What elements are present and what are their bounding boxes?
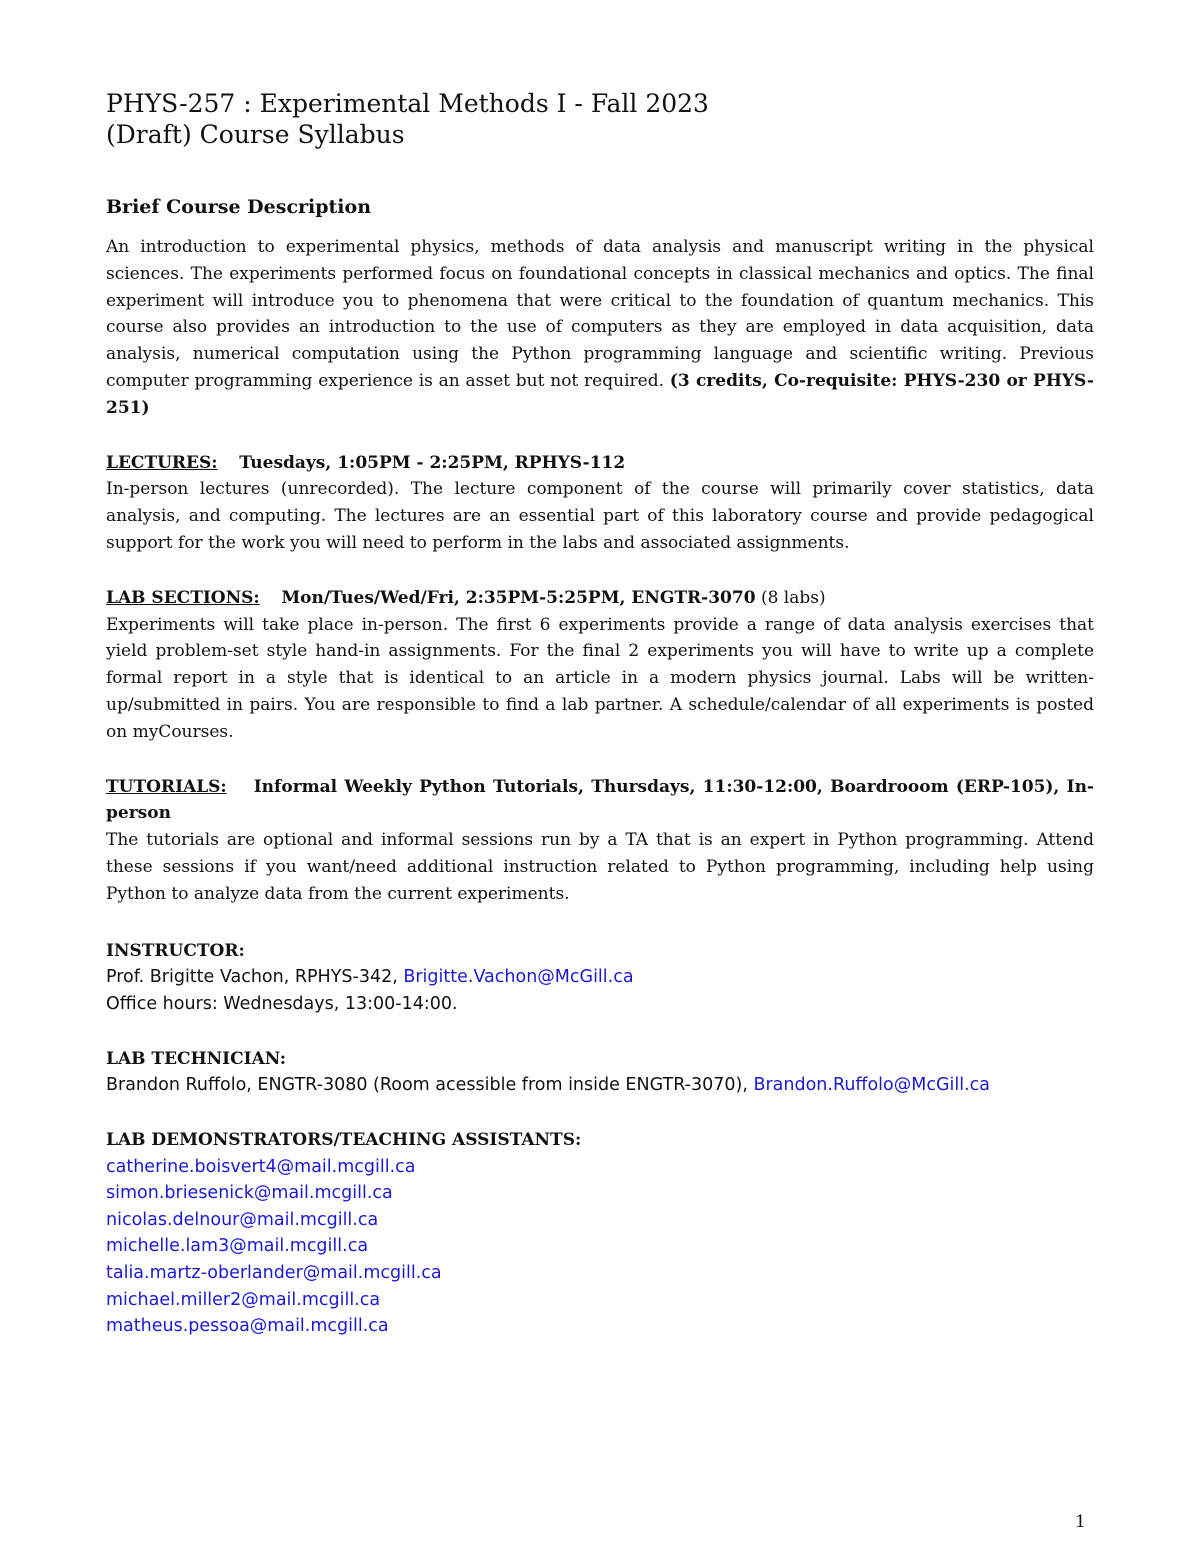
instructor-name: Prof. Brigitte Vachon, RPHYS-342, <box>106 967 404 988</box>
lectures-label: LECTURES: <box>106 452 218 473</box>
description-text: An introduction to experimental physics, methods of data analysis and manuscript writing in the physical sciences. The experiments performed focus on foundational concepts in classical mechanics and optics. The final experiment will introduce you to phenomena that were critical to the foundation of quantum mechanics. This course also provides an introduction to the use of computers as they are employed in data acquisition, data analysis, numerical computation using the Python programming language and scientific writing. Previous computer programming experience is an asset but not required. (3 credits, Co-requisite: PHYS-230 or PHYS-251) <box>106 237 1094 418</box>
lectures-header <box>106 450 1094 477</box>
office-hours: Office hours: Wednesdays, 13:00-14:00. <box>106 993 458 1014</box>
title-line-2: (Draft) Course Syllabus <box>106 120 405 149</box>
description-section <box>106 194 1094 422</box>
lab-technician-email-link[interactable]: Brandon.Ruffolo@McGill.ca <box>753 1075 991 1096</box>
tutorials-text: The tutorials are optional and informal sessions run by a TA that is an expert in Python programming. Attend these sessions if you want/need additional instruction related to Python programming, including help using Python to analyze data from the current experiments. <box>106 830 1094 904</box>
instructor-line <box>106 964 1094 991</box>
tutorials-details: Informal Weekly Python Tutorials, Thursdays, 11:30-12:00, Boardrooom (ERP-105), In-person <box>106 776 1094 824</box>
instructor-email-link[interactable]: Brigitte.Vachon@McGill.ca <box>403 967 634 988</box>
lab-sections-count: (8 labs) <box>760 587 826 608</box>
ta-email-link[interactable]: simon.briesenick@mail.mcgill.ca <box>106 1183 393 1204</box>
page-number: 1 <box>1075 1512 1086 1532</box>
instructor-section <box>106 938 1094 1018</box>
syllabus-page <box>106 88 1094 1340</box>
lab-sections-section <box>106 585 1094 746</box>
lab-technician-section <box>106 1046 1094 1099</box>
ta-email-link[interactable]: michelle.lam3@mail.mcgill.ca <box>106 1236 369 1257</box>
tutorials-header <box>106 774 1094 828</box>
ta-email-link[interactable]: michael.miller2@mail.mcgill.ca <box>106 1289 381 1310</box>
lab-sections-header <box>106 585 1094 612</box>
title-line-1: PHYS-257 : Experimental Methods I - Fall 2023 <box>106 89 709 118</box>
description-heading: Brief Course Description <box>106 196 372 218</box>
ta-email-list <box>106 1154 1094 1340</box>
lab-sections-label: LAB SECTIONS: <box>106 587 260 608</box>
instructor-heading: INSTRUCTOR: <box>106 940 245 961</box>
ta-email-link[interactable]: talia.martz-oberlander@mail.mcgill.ca <box>106 1263 442 1284</box>
tutorials-section <box>106 774 1094 908</box>
teaching-assistants-section <box>106 1127 1094 1340</box>
ta-email-link[interactable]: nicolas.delnour@mail.mcgill.ca <box>106 1209 379 1230</box>
ta-email-link[interactable]: catherine.boisvert4@mail.mcgill.ca <box>106 1156 416 1177</box>
lab-technician-heading: LAB TECHNICIAN: <box>106 1048 287 1069</box>
lab-technician-name: Brandon Ruffolo, ENGTR-3080 (Room acessible from inside ENGTR-3070), <box>106 1075 754 1096</box>
lectures-text: In-person lectures (unrecorded). The lecture component of the course will primarily cover statistics, data analysis, and computing. The lectures are an essential part of this laboratory course and provide pedagogical support for the work you will need to perform in the labs and associated assignments. <box>106 479 1094 553</box>
teaching-assistants-heading: LAB DEMONSTRATORS/TEACHING ASSISTANTS: <box>106 1129 582 1150</box>
tutorials-label: TUTORIALS: <box>106 776 227 797</box>
course-title <box>106 88 1094 150</box>
credits-note: (3 credits, Co-requisite: PHYS-230 or PHYS-251) <box>106 370 1094 418</box>
ta-email-link[interactable]: matheus.pessoa@mail.mcgill.ca <box>106 1316 389 1337</box>
lab-technician-line <box>106 1072 1094 1099</box>
lab-sections-details: Mon/Tues/Wed/Fri, 2:35PM-5:25PM, ENGTR-3070 <box>281 587 756 608</box>
lectures-section <box>106 450 1094 557</box>
lab-sections-text: Experiments will take place in-person. The first 6 experiments provide a range of data analysis exercises that yield problem-set style hand-in assignments. For the final 2 experiments you will have to write up a complete formal report in a style that is identical to an article in a modern physics journal. Labs will be written-up/submitted in pairs. You are responsible to find a lab partner. A schedule/calendar of all experiments is posted on myCourses. <box>106 614 1094 742</box>
lectures-details: Tuesdays, 1:05PM - 2:25PM, RPHYS-112 <box>239 452 626 473</box>
